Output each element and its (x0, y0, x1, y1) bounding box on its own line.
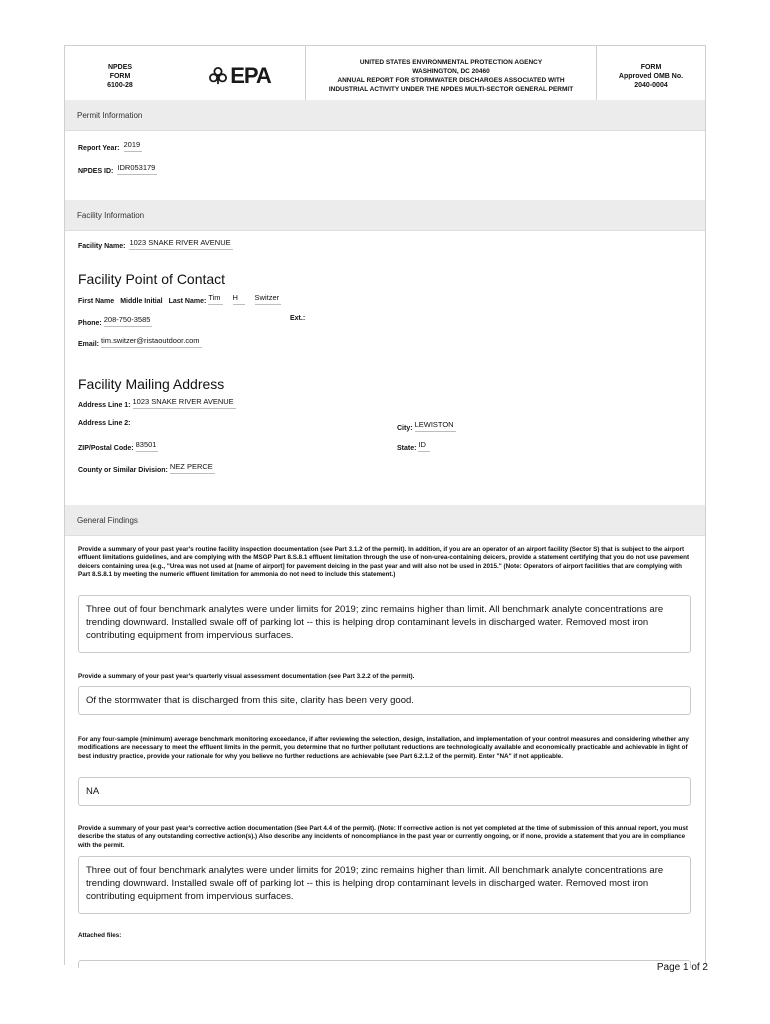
attached-files-box (78, 960, 691, 968)
state-label: State: (397, 445, 417, 452)
npdes-id-label: NPDES ID: (78, 168, 114, 175)
form-id-block (65, 46, 175, 106)
inspection-summary-answer: Three out of four benchmark analytes were under limits for 2019; zinc remains higher than limit. All benchmark analyte concentrations are trending downward. Installed swale off of parking lot -- this is helping drop contaminant levels in discharged water. Removed most iron contributing equipment from impervious surfaces. (78, 595, 691, 653)
city-row (397, 420, 456, 432)
agency-line: INDUSTRIAL ACTIVITY UNDER THE NPDES MULTI-SECTOR GENERAL PERMIT (328, 86, 574, 93)
county-label: County or Similar Division: (78, 467, 168, 474)
inspection-summary-prompt: Provide a summary of your past year's routine facility inspection documentation (see Part 3.1.2 of the permit). In addition, if you are an operator of an airport facility (Sector S) that is subject to the airport effluent limitations guidelines, and are complying with the MSGP Part 8.S.8.1 effluent limitation through the use of non-urea-containing deicers, provide a statement certifying that you do not use pavement deicers containing urea (e.g., "Urea was not used at [name of airport] for pavement deicing in the past year and will also not be used in 2015." (Note: Operators of airport facilities that are complying with Part 8.S.8.1 by meeting the numeric effluent limitation for ammonia do not need to include this statement.) (78, 546, 690, 578)
email-value: tim.switzer@ristaoutdoor.com (101, 336, 201, 348)
city-label: City: (397, 425, 413, 432)
mailing-heading: Facility Mailing Address (78, 376, 225, 392)
visual-assessment-answer: Of the stormwater that is discharged from this site, clarity has been very good. (78, 686, 691, 715)
page-number: Page 1 of 2 (656, 962, 708, 973)
agency-line: ANNUAL REPORT FOR STORMWATER DISCHARGES ASSOCIATED WITH (337, 77, 565, 84)
phone-row (78, 315, 152, 327)
epa-logo (209, 63, 271, 89)
state-value: ID (418, 440, 430, 452)
omb-line: Approved OMB No. (618, 72, 684, 80)
form-id-line: 6100-28 (107, 81, 133, 89)
attached-files-label: Attached files: (78, 932, 122, 939)
email-row (78, 336, 202, 348)
ext-row (290, 315, 305, 322)
benchmark-exceedance-answer: NA (78, 777, 691, 806)
county-value: NEZ PERCE (170, 462, 215, 474)
epa-flower-icon (209, 67, 227, 85)
corrective-action-prompt: Provide a summary of your past year's corrective action documentation (See Part 4.4 of the permit). (Note: If corrective action is not yet completed at the time of submission of this annual report, you must describe the status of any outstanding corrective action(s).) Also describe any incidents of noncompliance in the past year or currently ongoing, or if none, provide a statement that you are in compliance with the permit. (78, 825, 688, 849)
report-year-label: Report Year: (78, 145, 120, 152)
zip-label: ZIP/Postal Code: (78, 445, 134, 452)
agency-title-block (305, 46, 597, 106)
benchmark-exceedance-prompt: For any four-sample (minimum) average benchmark monitoring exceedance, if after reviewing the selection, design, installation, and implementation of your control measures and considering whether any modifications are necessary to meet the effluent limits in the permit, you determine that no further pollutant reductions are technologically available and economically practicable and achievable in light of best industry practice, provide your rationale for why you believe no further reductions are achievable (see Part 6.2.1.2 of the permit). Enter "NA" if not applicable. (78, 736, 689, 760)
agency-line: UNITED STATES ENVIRONMENTAL PROTECTION AGENCY (359, 59, 543, 66)
contact-heading: Facility Point of Contact (78, 271, 226, 287)
section-title: Permit Information (77, 110, 143, 120)
omb-line: FORM (640, 63, 662, 71)
report-year-row (78, 140, 142, 152)
section-title: General Findings (77, 515, 138, 525)
omb-block (597, 46, 705, 106)
visual-assessment-prompt: Provide a summary of your past year's quarterly visual assessment documentation (see Part 3.2.2 of the permit). (78, 673, 415, 680)
last-name-value: Switzer (255, 293, 282, 305)
general-findings-section-bar (65, 505, 705, 536)
county-row (78, 462, 215, 474)
state-row (397, 440, 430, 452)
form-id-line: NPDES (107, 63, 133, 71)
report-year-value: 2019 (124, 140, 143, 152)
form-header (65, 46, 705, 107)
omb-line: 2040-0004 (634, 81, 668, 89)
zip-row (78, 440, 158, 452)
epa-logo-block (175, 46, 305, 106)
middle-initial-label: Middle Initial (120, 298, 163, 305)
npdes-id-value: IDR053179 (117, 163, 157, 175)
first-name-value: Tim (208, 293, 222, 305)
first-name-label: First Name (78, 298, 115, 305)
epa-logo-text: EPA (230, 63, 271, 88)
ext-label: Ext.: (290, 315, 306, 322)
npdes-id-row (78, 163, 157, 175)
form-page (64, 45, 706, 965)
address-line2-label: Address Line 2: (78, 420, 131, 427)
last-name-label: Last Name: (168, 298, 207, 305)
phone-value: 208-750-3585 (104, 315, 153, 327)
agency-line: WASHINGTON, DC 20460 (412, 68, 490, 75)
permit-info-section-bar (65, 100, 705, 131)
address-line1-value: 1023 SNAKE RIVER AVENUE (133, 397, 236, 409)
city-value: LEWISTON (415, 420, 456, 432)
address-line1-label: Address Line 1: (78, 402, 131, 409)
zip-value: 83501 (136, 440, 159, 452)
middle-initial-value: H (233, 293, 245, 305)
corrective-action-answer: Three out of four benchmark analytes were under limits for 2019; zinc remains higher than limit. All benchmark analyte concentrations are trending downward. Installed swale off of parking lot -- this is helping drop contaminant levels in discharged water. Removed most iron contributing equipment from impervious surfaces. (78, 856, 691, 914)
section-title: Facility Information (77, 210, 145, 220)
email-label: Email: (78, 341, 100, 348)
facility-info-section-bar (65, 200, 705, 231)
address-line2-row (78, 420, 131, 427)
phone-label: Phone: (78, 320, 102, 327)
address-line1-row (78, 397, 236, 409)
contact-name-row (78, 293, 281, 305)
form-id-line: FORM (109, 72, 131, 80)
facility-name-row (78, 238, 233, 250)
facility-name-label: Facility Name: (78, 243, 126, 250)
facility-name-value: 1023 SNAKE RIVER AVENUE (129, 238, 232, 250)
